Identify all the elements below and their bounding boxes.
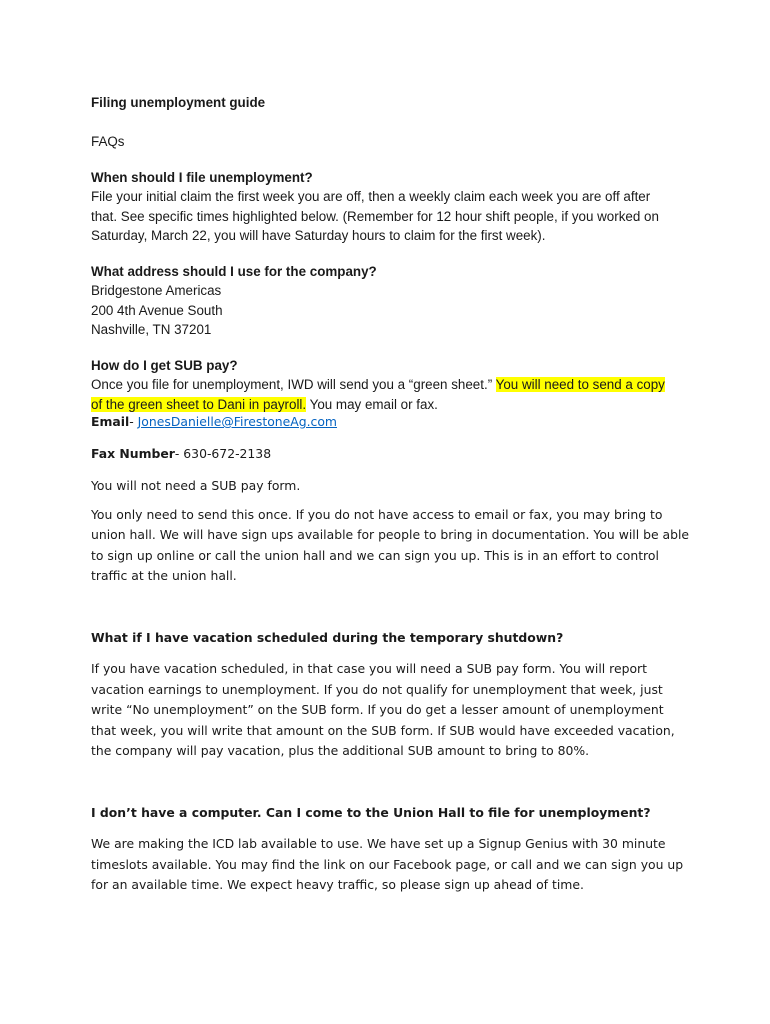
- send-once-paragraph: You only need to send this once. If you do not have access to email or fax, you may bring to union hall. We will have sign ups available for people to bring in documentation. You will be able to sign up online or call the union hall and we can sign you up. This is in an effort to control traffic at the union hall.: [91, 507, 690, 584]
- fax-label: Fax Number: [91, 446, 175, 461]
- email-link[interactable]: JonesDanielle@FirestoneAg.com: [137, 414, 338, 429]
- faq-when-to-file: [91, 168, 671, 245]
- question-when-to-file: When should I file unemployment?: [91, 170, 313, 185]
- question-sub-pay: How do I get SUB pay?: [91, 358, 238, 373]
- fax-value: - 630-672-2138: [174, 446, 272, 461]
- answer-sub-pay: [91, 375, 666, 414]
- answer-sub-pay-text-1: Once you file for unemployment, IWD will send you a “green sheet.”: [91, 377, 496, 393]
- fax-line: [91, 444, 691, 464]
- faq-company-address: [91, 262, 691, 339]
- question-no-computer: I don’t have a computer. Can I come to the Union Hall to file for unemployment?: [91, 805, 651, 820]
- address-line-2: 200 4th Avenue South: [91, 302, 223, 318]
- email-line: [91, 412, 691, 432]
- document-title: Filing unemployment guide: [91, 95, 266, 110]
- no-sub-form-note: You will not need a SUB pay form.: [91, 478, 301, 493]
- answer-no-computer: We are making the ICD lab available to use. We have set up a Signup Genius with 30 minute timeslots available. You may find the link on our Facebook page, or call and we can sign you up for an available time. We expect heavy traffic, so please sign up ahead of time.: [91, 836, 684, 893]
- faq-sub-pay: [91, 356, 666, 414]
- faq-no-computer: [91, 803, 691, 896]
- question-vacation: What if I have vacation scheduled during the temporary shutdown?: [91, 630, 564, 645]
- email-separator: -: [129, 414, 138, 429]
- faq-vacation: [91, 628, 691, 761]
- question-company-address: What address should I use for the company?: [91, 264, 377, 279]
- faqs-heading: FAQs: [91, 134, 125, 149]
- answer-sub-pay-text-2: You may email or fax.: [306, 396, 438, 412]
- answer-vacation: If you have vacation scheduled, in that case you will need a SUB pay form. You will report vacation earnings to unemployment. If you do not qualify for unemployment that week, just write “No unemployment” on the SUB form. If you do get a lesser amount of unemployment that week, you will write that amount on the SUB form. If SUB would have exceeded vacation, the company will pay vacation, plus the additional SUB amount to bring to 80%.: [91, 661, 675, 759]
- address-line-1: Bridgestone Americas: [91, 283, 222, 299]
- address-line-3: Nashville, TN 37201: [91, 321, 212, 337]
- email-label: Email: [91, 414, 130, 429]
- answer-when-to-file: File your initial claim the first week you are off, then a weekly claim each week you are off after that. See specific times highlighted below. (Remember for 12 hour shift people, if you worked on Saturday, March 22, you will have Saturday hours to claim for the first week).: [91, 189, 659, 243]
- highlighted-instruction: You will need to send a copy of the green sheet to Dani in payroll.: [91, 377, 665, 412]
